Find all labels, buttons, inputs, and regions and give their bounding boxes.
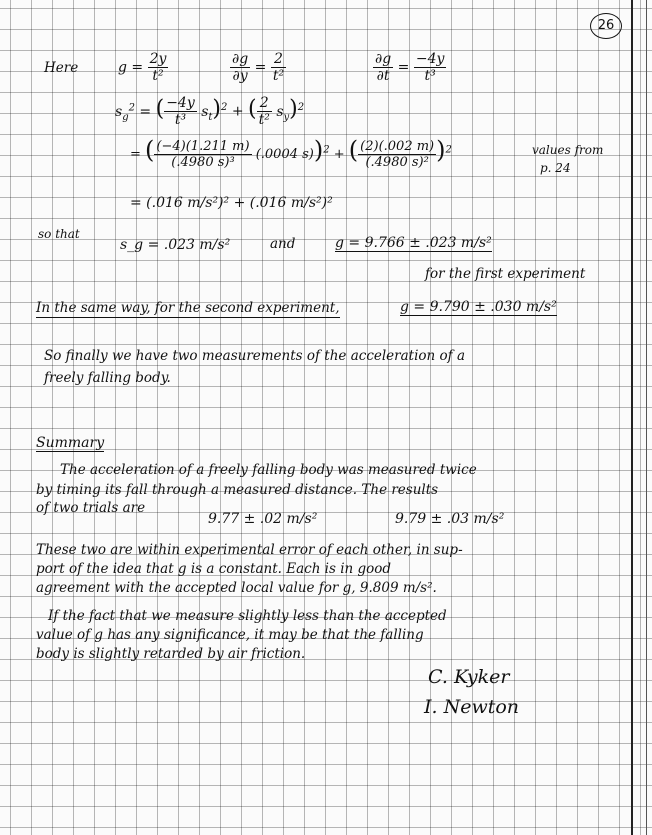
page-number: 26	[590, 13, 622, 39]
values-from-note-line2: p. 24	[540, 161, 571, 175]
page-edge-line	[631, 0, 633, 835]
g-result-first: g = 9.766 ± .023 m/s²	[335, 235, 492, 251]
second-experiment-text: In the same way, for the second experiment,	[36, 300, 340, 316]
signature-newton: I. Newton	[424, 696, 520, 718]
sg-result: s_g = .023 m/s²	[120, 237, 231, 253]
two-measurements-line1: So finally we have two measurements of the acceleration of a	[44, 348, 465, 364]
two-measurements-line2: freely falling body.	[44, 370, 171, 386]
so-that-label: so that	[38, 227, 80, 241]
summary-p2-line1: These two are within experimental error of each other, in sup-	[36, 542, 463, 558]
trial-result-2: 9.79 ± .03 m/s²	[395, 511, 505, 527]
and-label: and	[270, 236, 296, 252]
equation-dg-dt: $\frac{\partial g}{\partial t}$ = $\frac{-4y}{\text{t³}}$	[375, 51, 445, 84]
summary-heading: Summary	[36, 435, 105, 451]
summary-p3-line3: body is slightly retarded by air friction.	[36, 646, 306, 662]
trial-result-1: 9.77 ± .02 m/s²	[208, 511, 318, 527]
summary-p1-line2: by timing its fall through a measured distance. The results	[36, 482, 439, 498]
equation-numeric: = (.016 m/s²)² + (.016 m/s²)²	[130, 195, 333, 211]
summary-p1-line1: The acceleration of a freely falling body was measured twice	[60, 462, 477, 478]
first-experiment-note: for the first experiment	[425, 266, 586, 282]
page-edge-line-outer	[646, 0, 647, 835]
summary-p3-line2: value of g has any significance, it may be that the falling	[36, 627, 424, 643]
equation-dg-dy: $\frac{\partial g}{\partial y}$ = $\frac{2}{\text{t²}}$	[232, 51, 285, 84]
g-result-second: g = 9.790 ± .030 m/s²	[400, 299, 557, 315]
summary-p3-line1: If the fact that we measure slightly less than the accepted	[48, 608, 447, 624]
equation-sg-squared: $s_g^2$ = ( $\frac{-4y}{\text{t³}}$ $s_t)^2$ + ( $\frac{2}{\text{t²}}$ $s_y)^2$	[115, 95, 305, 128]
here-label: Here	[44, 60, 79, 76]
summary-p2-line3: agreement with the accepted local value for g, 9.809 m/s².	[36, 580, 437, 596]
summary-p2-line2: port of the idea that g is a constant. Each is in good	[36, 561, 392, 577]
signature-kyker: C. Kyker	[428, 666, 510, 688]
values-from-note-line1: values from	[532, 143, 604, 157]
equation-g: g = $\frac{2y}{\text{t²}}$	[118, 51, 167, 84]
equation-substituted: = ( $\frac{(-4)(1.211 m)}{\text{(.4980 s)³}}$ (.0004 s))$^2$ + ( $\frac{(2)(.002 m)}{\text{(.4980 s)²}}$ )$^2$	[130, 136, 452, 170]
summary-p1-line3: of two trials are	[36, 500, 146, 516]
